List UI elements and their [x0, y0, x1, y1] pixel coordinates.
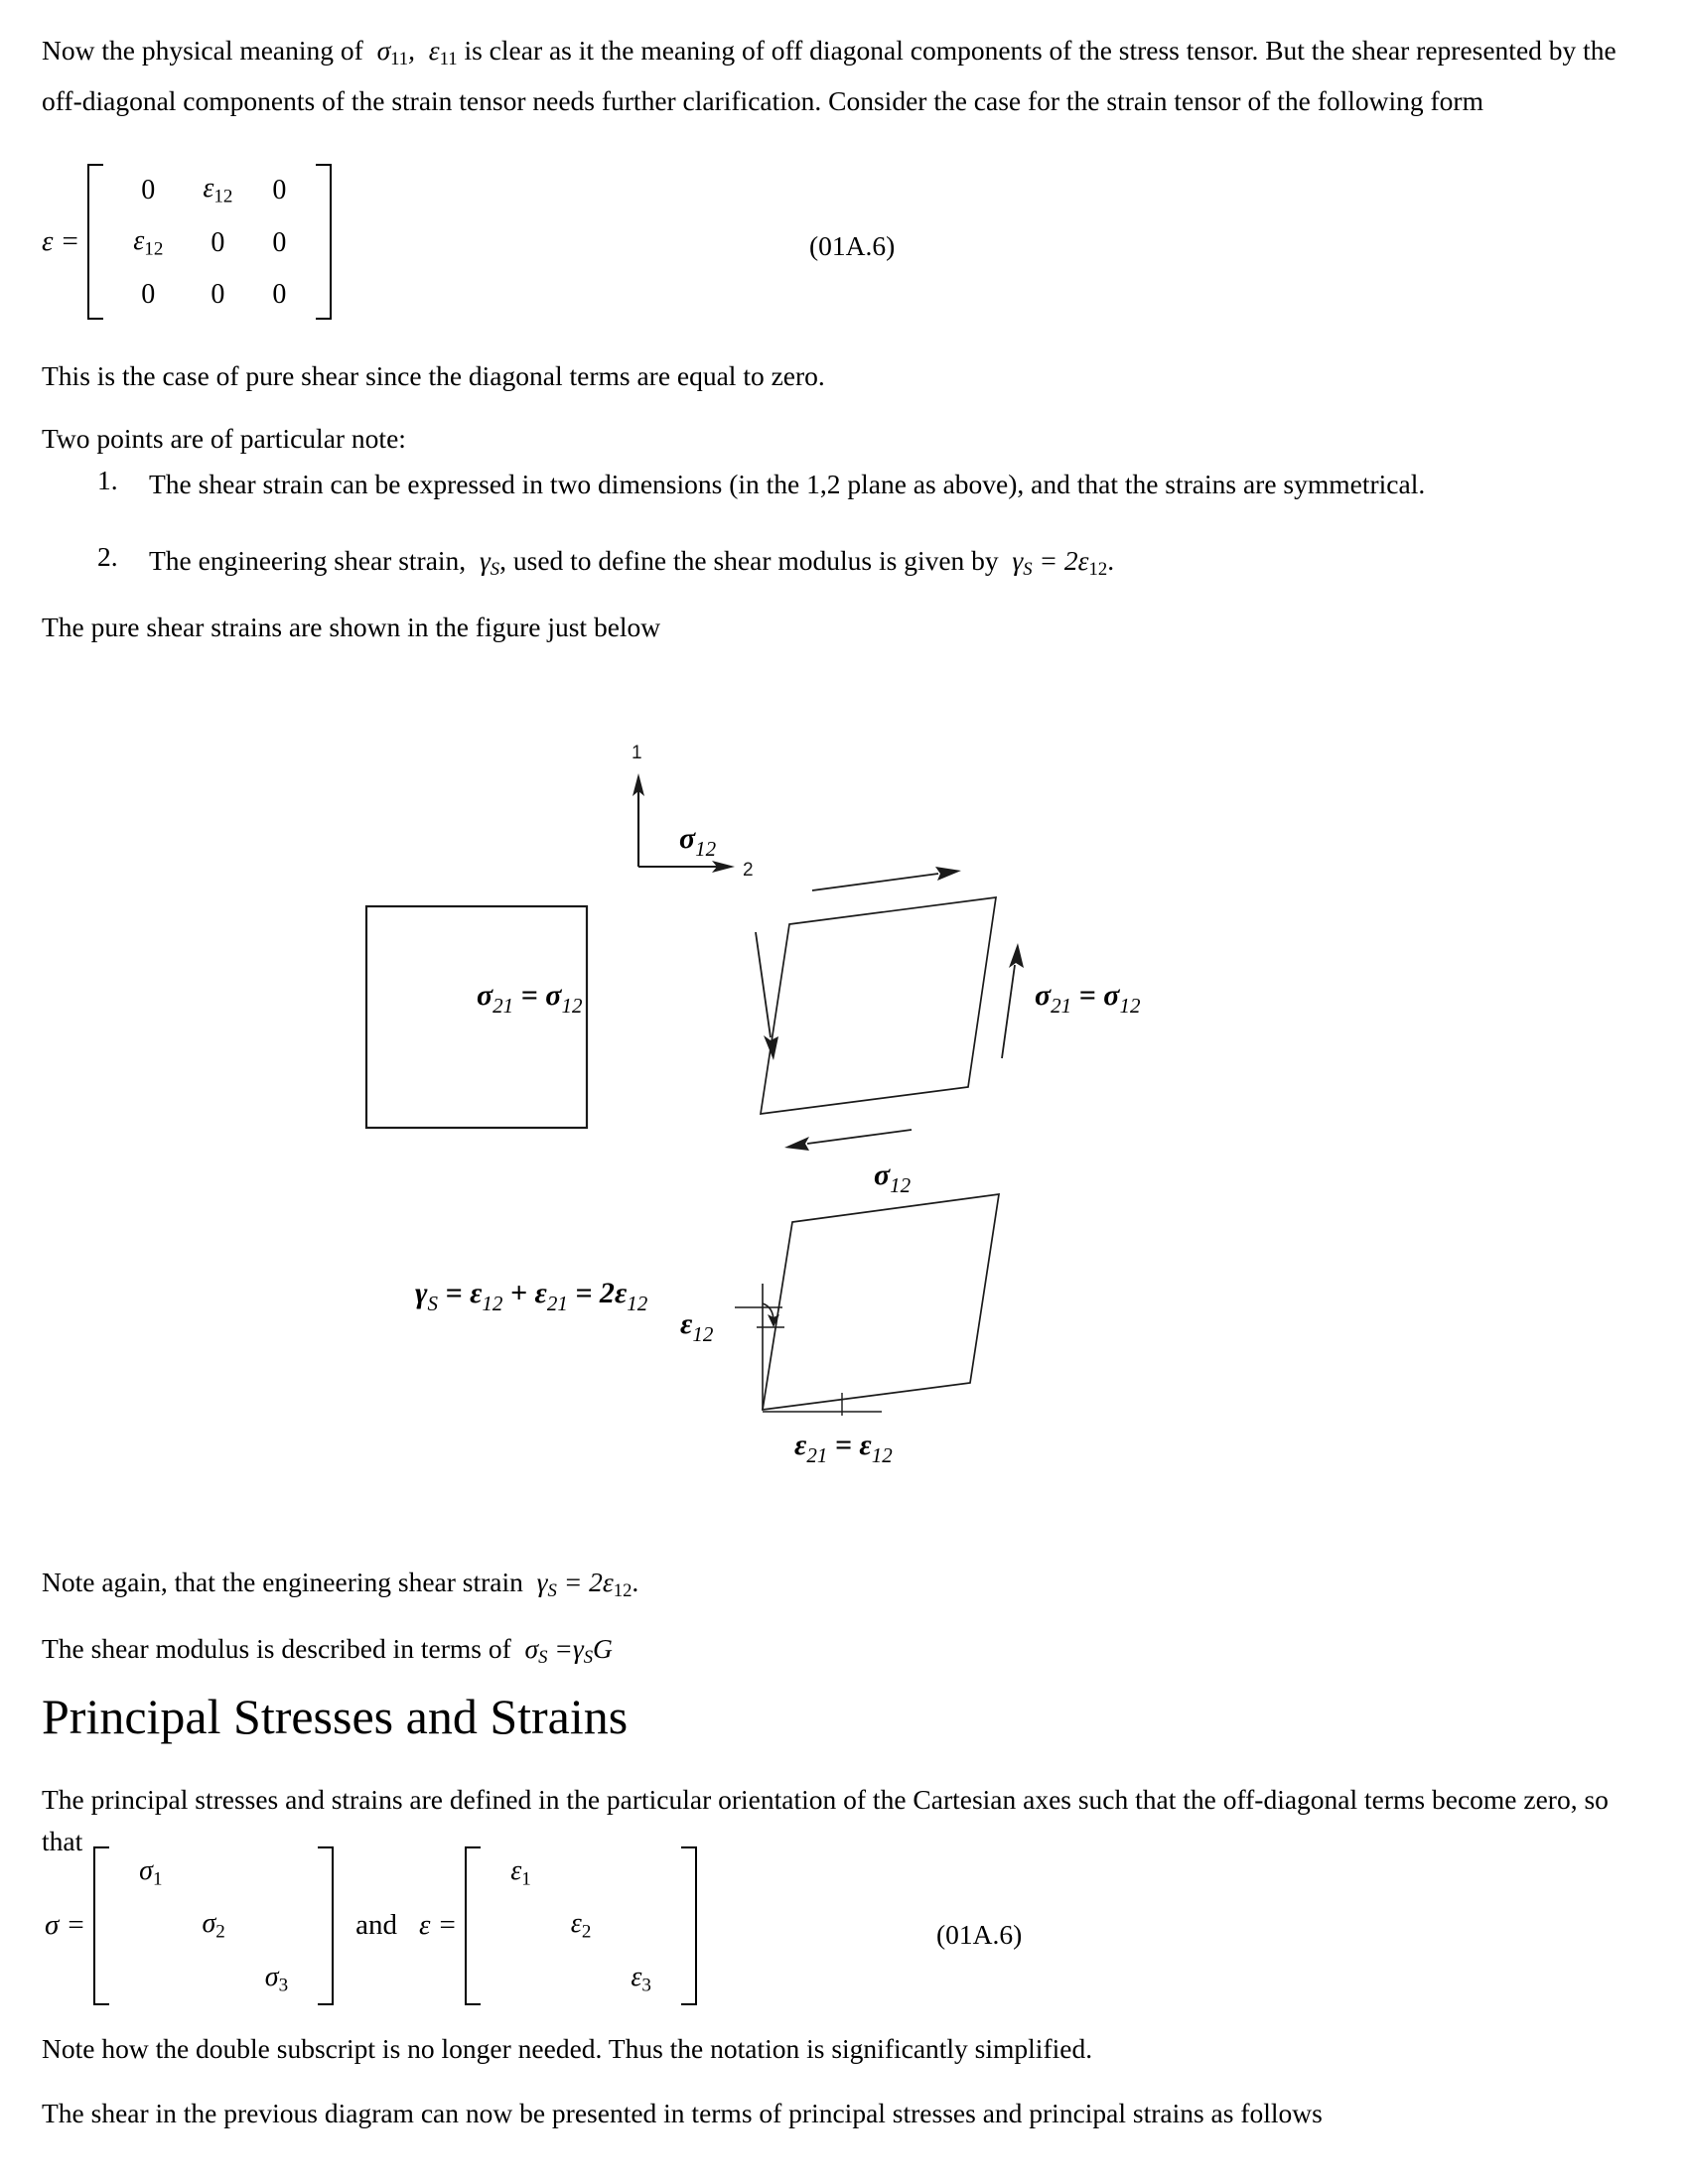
table-row — [491, 1899, 671, 1952]
eps-cell-r3c2 — [551, 1953, 612, 2005]
gamma-s-equation-inline: $\gamma_S = 2\varepsilon_{12}$ — [1012, 545, 1108, 581]
cell-r1c1: 0 — [141, 174, 156, 205]
sigma-cell-r3c1 — [119, 1953, 182, 2005]
strain-tensor-lhs: ε = — [42, 224, 80, 257]
intro-line1-part-a: Now the physical meaning of — [42, 35, 363, 66]
axis-label-2: 2 — [743, 860, 754, 881]
stress-arrow-bottom-line — [807, 1130, 912, 1144]
list-item — [149, 541, 1638, 590]
shear-modulus-text: The shear modulus is described in terms of — [42, 1633, 511, 1664]
stress-arrow-top-line — [812, 874, 938, 890]
eps-cell-r1c3 — [611, 1846, 671, 1899]
gamma-s-symbol-inline: $\gamma_S$ — [479, 545, 500, 581]
matrices-conjunction: and — [355, 1909, 397, 1942]
strain-tensor-matrix — [113, 164, 306, 320]
eps-cell-r1c1: $\varepsilon_1$ — [510, 1855, 531, 1890]
principal-def-line1: The principal stresses and strains are defined in the particular orientation of the Cartesian axes such that the off-diagonal — [42, 1784, 1358, 1815]
eps-matrix-lhs: ε = — [418, 1909, 458, 1942]
stress-arrow-right — [1002, 943, 1024, 1058]
axis-label-1: 1 — [632, 743, 642, 763]
stress-arrow-bottom — [784, 1130, 912, 1151]
eps-matrix-bracket — [465, 1846, 697, 2005]
eps-cell-r3c3: $\varepsilon_3$ — [631, 1961, 651, 1995]
sigma-cell-r2c3 — [245, 1899, 308, 1952]
note-again-paragraph — [42, 1562, 1630, 1612]
cell-r3c1: 0 — [141, 278, 156, 310]
shear-previous-paragraph: The shear in the previous diagram can now be presented in terms of principal stresses and principal strains as follows — [42, 2098, 1323, 2128]
stress-label-top: $\sigma_{12}$ — [679, 822, 717, 861]
eps-cell-r2c1 — [491, 1899, 551, 1952]
list-item-1-number: 1. — [97, 465, 118, 495]
list-item-2-text-a: The engineering shear strain, — [149, 545, 467, 576]
pure-shear-paragraph: This is the case of pure shear since the diagonal terms are equal to zero. — [42, 360, 825, 391]
sigma-matrix-lhs: σ = — [45, 1909, 86, 1942]
list-item-1-text: The shear strain can be expressed in two dimensions (in the 1,2 plane as above), and that the strains are symmetrical. — [149, 469, 1426, 499]
cell-r3c2: 0 — [211, 278, 225, 310]
stress-arrow-right-line — [1002, 965, 1015, 1058]
note-again-text: Note again, that the engineering shear strain — [42, 1567, 523, 1597]
shear-figure — [0, 695, 1688, 1469]
stress-label-bottom: $\sigma_{12}$ — [874, 1159, 912, 1197]
epsilon-11-symbol: $\varepsilon_{11}$ — [428, 35, 458, 70]
cell-r1c3: 0 — [272, 174, 287, 205]
intro-line1-part-b: is clear as it the meaning of off diagonal components of the stress tensor. But the — [464, 35, 1345, 66]
equation-number-01a6-second: (01A.6) — [936, 1919, 1023, 1950]
stress-arrow-right-head — [1009, 943, 1024, 968]
principal-matrices-equation — [45, 1846, 697, 2005]
table-row — [491, 1846, 671, 1899]
shear-modulus-paragraph — [42, 1628, 1630, 1679]
stress-arrow-bottom-head — [784, 1137, 809, 1151]
page-title: Principal Stresses and Strains — [42, 1689, 629, 1744]
list-item-2-number: 2. — [97, 541, 118, 572]
stress-parallelogram — [761, 897, 996, 1114]
stress-arrow-left-line — [756, 932, 771, 1037]
table-row — [119, 1846, 308, 1899]
sigma-matrix-bracket — [93, 1846, 334, 2005]
principal-def-line2: terms become zero, so that — [42, 1784, 1609, 1856]
stress-arrow-top-head — [935, 867, 961, 881]
eps-cell-r2c2: $\varepsilon_2$ — [570, 1908, 592, 1943]
list-item — [149, 465, 1638, 504]
stress-arrow-left — [756, 932, 778, 1060]
table-row — [119, 1899, 308, 1952]
cell-r3c3: 0 — [272, 278, 287, 310]
sigma-principal-matrix — [119, 1846, 308, 2005]
sigma-cell-r1c1: $\sigma_1$ — [139, 1855, 163, 1890]
list-item-2-text-b: , used to define the shear modulus is given by — [499, 545, 999, 576]
cell-r1c2: $\varepsilon_{12}$ — [203, 173, 233, 207]
two-points-paragraph: Two points are of particular note: — [42, 423, 406, 454]
intro-line2: shear represented by the off-diagonal components of the strain tensor needs further clarification. Consider the case for the — [42, 35, 1617, 117]
table-row — [113, 270, 306, 320]
sigma-cell-r3c3: $\sigma_3$ — [264, 1961, 289, 1995]
sigma-cell-r1c3 — [245, 1846, 308, 1899]
sigma-cell-r1c2 — [182, 1846, 244, 1899]
sigma-cell-r2c2: $\sigma_2$ — [202, 1908, 225, 1943]
table-row — [113, 164, 306, 216]
strain-tensor-equation — [42, 164, 332, 320]
eps-cell-r1c2 — [551, 1846, 612, 1899]
note-again-period: . — [632, 1567, 639, 1597]
stress-label-right: $\sigma_{21} = \sigma_{12}$ — [1035, 979, 1141, 1018]
intro-paragraph — [42, 30, 1650, 122]
strain-parallelogram — [763, 1194, 999, 1410]
sigma-cell-r3c2 — [182, 1953, 244, 2005]
cell-r2c1: $\varepsilon_{12}$ — [133, 225, 164, 260]
eps-cell-r2c3 — [611, 1899, 671, 1952]
strain-label-bottom: $\varepsilon_{21} = \varepsilon_{12}$ — [794, 1429, 893, 1467]
stress-arrow-top — [812, 867, 961, 890]
cell-r2c2: 0 — [211, 226, 225, 258]
axes-group — [632, 743, 754, 881]
sigma-11-symbol: $\sigma_{11}$, — [376, 35, 415, 70]
strain-label-side: $\varepsilon_{12}$ — [680, 1307, 714, 1346]
eps-cell-r3c1 — [491, 1953, 551, 2005]
matrix-bracket — [87, 164, 332, 320]
strain-equation-label: $\gamma_S = \varepsilon_{12} + \varepsilon_{21} = 2\varepsilon_{12}$ — [415, 1277, 648, 1315]
list-item-2-period: . — [1107, 545, 1115, 576]
sigma-s-gamma-s-G-inline: $\sigma_S =\gamma_SG$ — [524, 1633, 613, 1669]
sigma-cell-r2c1 — [119, 1899, 182, 1952]
table-row — [113, 216, 306, 269]
figure-intro-paragraph: The pure shear strains are shown in the figure just below — [42, 612, 661, 642]
double-subscript-paragraph: Note how the double subscript is no longer needed. Thus the notation is significantly simplified. — [42, 2033, 1093, 2064]
table-row — [491, 1953, 671, 2005]
cell-r2c3: 0 — [272, 226, 287, 258]
undeformed-square — [366, 906, 587, 1128]
equation-number-01a6-first: (01A.6) — [809, 230, 896, 261]
table-row — [119, 1953, 308, 2005]
intro-line3: strain tensor of the following form — [1106, 85, 1483, 117]
gamma-s-2eps12-inline: $\gamma_S = 2\varepsilon_{12}$ — [536, 1567, 633, 1602]
epsilon-principal-matrix — [491, 1846, 671, 2005]
stress-label-left: $\sigma_{21} = \sigma_{12}$ — [477, 979, 583, 1018]
